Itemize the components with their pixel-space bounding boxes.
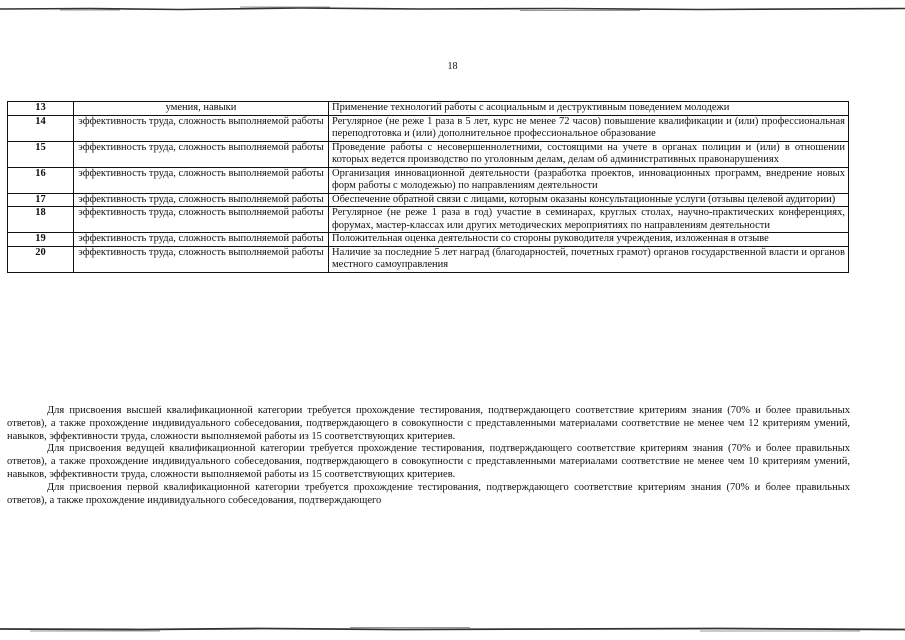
criterion-description: Проведение работы с несовершеннолетними, состоящими на учете в органах полиции и (или) в отношении которых ведется производство по уголовным делам, делам об административных правонарушениях [329, 141, 849, 167]
table-row [8, 207, 849, 233]
criterion-type: эффективность труда, сложность выполняемой работы [74, 233, 329, 247]
criterion-number: 14 [8, 115, 74, 141]
table-row [8, 193, 849, 207]
table-row [8, 233, 849, 247]
body-text [7, 405, 850, 507]
scan-edge-bottom [0, 626, 905, 633]
criterion-type: эффективность труда, сложность выполняемой работы [74, 246, 329, 272]
criterion-type: эффективность труда, сложность выполняемой работы [74, 115, 329, 141]
criterion-type: умения, навыки [74, 102, 329, 116]
table-row [8, 167, 849, 193]
criterion-number: 18 [8, 207, 74, 233]
paragraph-highest-category: Для присвоения высшей квалификационной категории требуется прохождение тестирования, подтверждающего соответствие критериям знания (70% и более правильных ответов), а также прохождение индивидуального собеседования, подтверждающего в совокупности с представленными материалами соответствие не менее чем 12 критериям умений, навыков, эффективности труда, сложности выполняемой работы из 15 соответствующих критериев. [7, 405, 850, 442]
criterion-number: 15 [8, 141, 74, 167]
criteria-table [7, 101, 849, 273]
criterion-number: 16 [8, 167, 74, 193]
criteria-table-body [8, 102, 849, 273]
criterion-description: Организация инновационной деятельности (разработка проектов, инновационных программ, внедрение новых форм работы с молодежью) по направлениям деятельности [329, 167, 849, 193]
scan-edge-top [0, 5, 905, 12]
criterion-number: 17 [8, 193, 74, 207]
criterion-number: 13 [8, 102, 74, 116]
criterion-number: 19 [8, 233, 74, 247]
page-number: 18 [447, 61, 458, 72]
criterion-description: Регулярное (не реже 1 раза в год) участие в семинарах, круглых столах, научно-практических конференциях, форумах, мастер-классах или других методических мероприятиях по направлениям деятельности [329, 207, 849, 233]
criterion-type: эффективность труда, сложность выполняемой работы [74, 207, 329, 233]
criterion-description: Наличие за последние 5 лет наград (благодарностей, почетных грамот) органов государственной власти и органов местного самоуправления [329, 246, 849, 272]
criterion-type: эффективность труда, сложность выполняемой работы [74, 167, 329, 193]
criterion-description: Применение технологий работы с асоциальным и деструктивным поведением молодежи [329, 102, 849, 116]
criterion-description: Обеспечение обратной связи с лицами, которым оказаны консультационные услуги (отзывы целевой аудитории) [329, 193, 849, 207]
table-row [8, 115, 849, 141]
criterion-type: эффективность труда, сложность выполняемой работы [74, 193, 329, 207]
criterion-type: эффективность труда, сложность выполняемой работы [74, 141, 329, 167]
criterion-description: Положительная оценка деятельности со стороны руководителя учреждения, изложенная в отзыве [329, 233, 849, 247]
table-row [8, 102, 849, 116]
paragraph-leading-category: Для присвоения ведущей квалификационной категории требуется прохождение тестирования, подтверждающего соответствие критериям знания (70% и более правильных ответов), а также прохождение индивидуального собеседования, подтверждающего в совокупности с представленными материалами соответствие не менее чем 10 критериям умений, навыков, эффективности труда, сложности выполняемой работы из 15 соответствующих критериев. [7, 443, 850, 480]
criterion-number: 20 [8, 246, 74, 272]
table-row [8, 141, 849, 167]
paragraph-first-category: Для присвоения первой квалификационной категории требуется прохождение тестирования, подтверждающего соответствие критериям знания (70% и более правильных ответов), а также прохождение индивидуального собеседования, подтверждающего [7, 481, 850, 506]
table-row [8, 246, 849, 272]
criterion-description: Регулярное (не реже 1 раза в 5 лет, курс не менее 72 часов) повышение квалификации и (или) профессиональная переподготовка и (или) дополнительное профессиональное образование [329, 115, 849, 141]
